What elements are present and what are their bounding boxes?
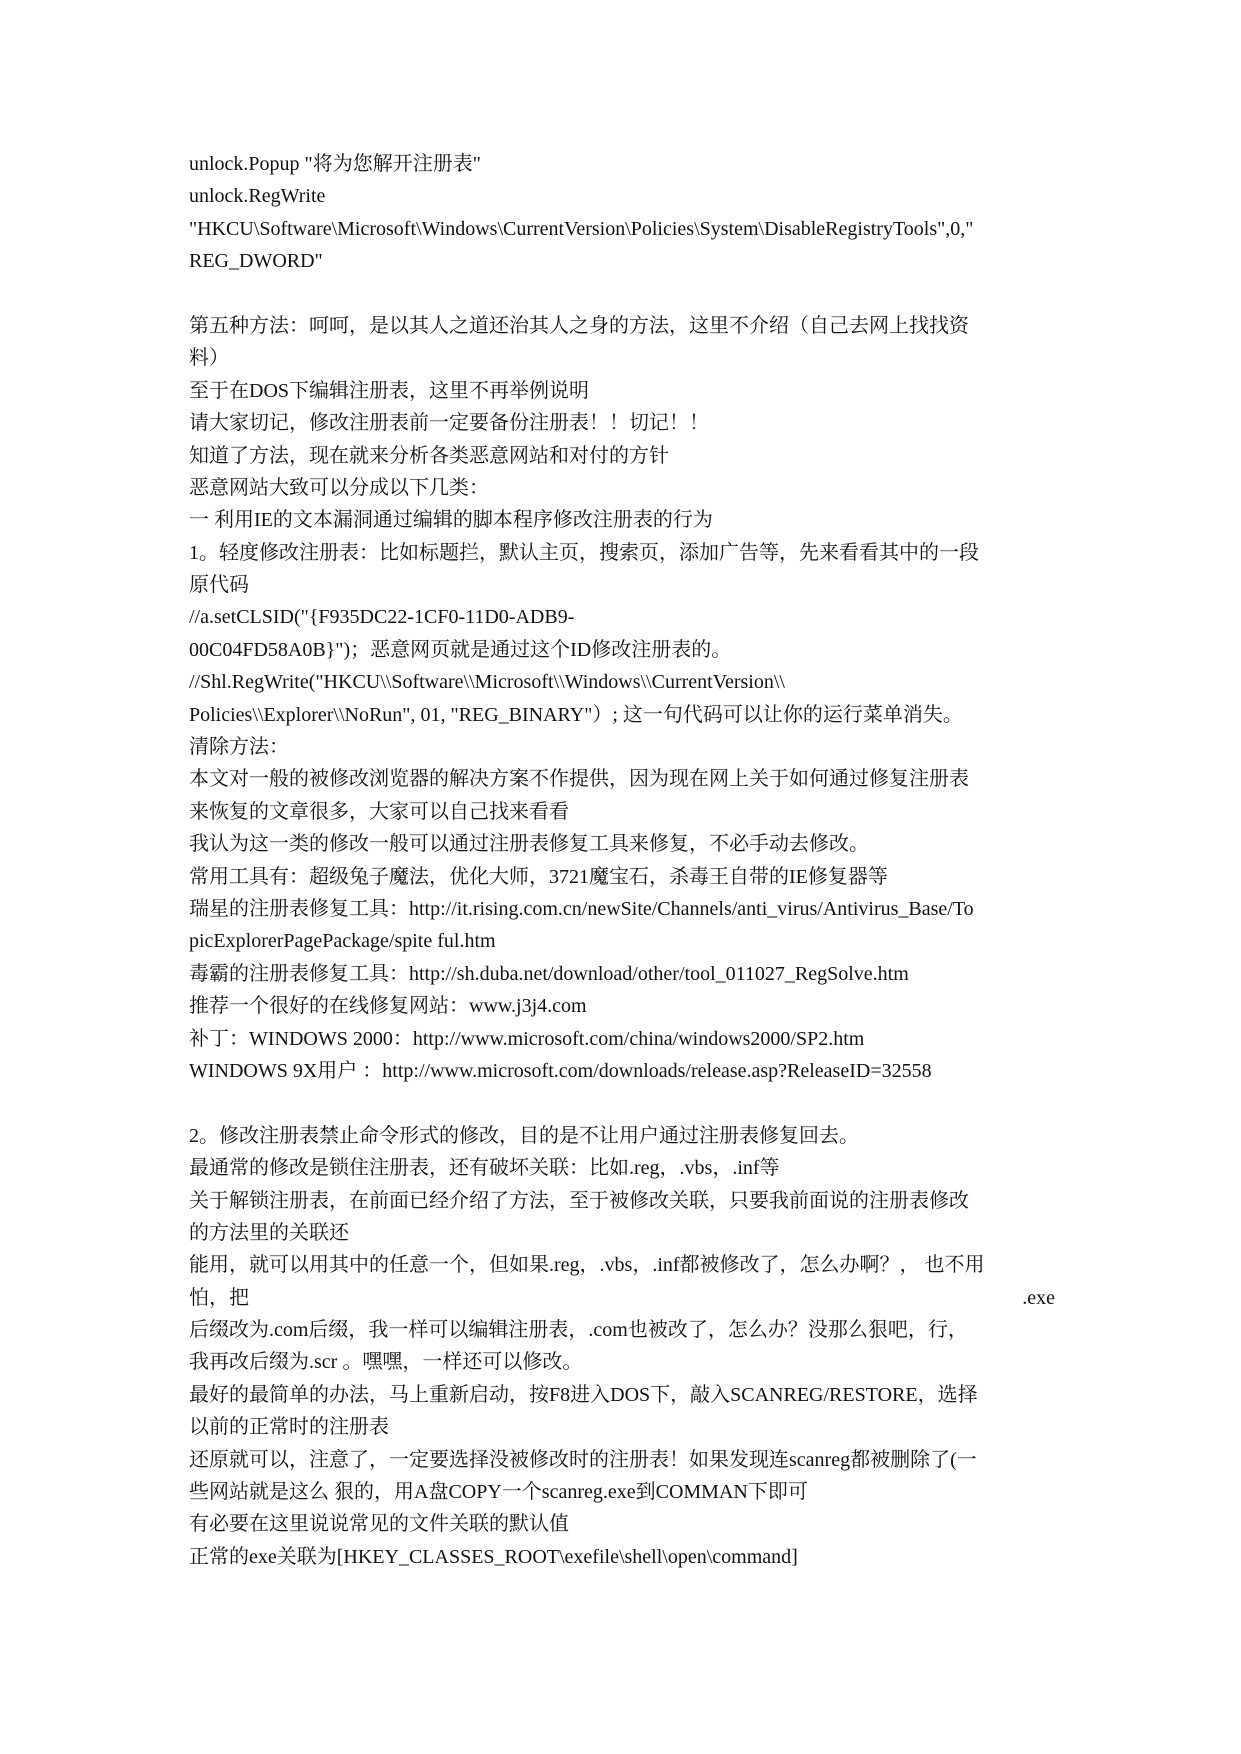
text-line: 知道了方法，现在就来分析各类恶意网站和对付的方针 xyxy=(189,444,669,467)
text-line: 补丁：WINDOWS 2000：http://www.microsoft.com/china/windows2000/SP2.htm xyxy=(189,1027,865,1050)
text-line: 第五种方法：呵呵，是以其人之道还治其人之身的方法，这里不介绍（自己去网上找找资 xyxy=(189,314,969,337)
text-line: 些网站就是这么 狠的，用A盘COPY一个scanreg.exe到COMMAN下即可 xyxy=(189,1481,808,1504)
blank-line xyxy=(189,1087,1055,1119)
split-text-line xyxy=(189,1282,1055,1314)
split-line-right: .exe xyxy=(1022,1286,1055,1309)
blank-line xyxy=(189,278,1055,310)
text-line: 最通常的修改是锁住注册表，还有破坏关联：比如.reg，.vbs，.inf等 xyxy=(189,1157,780,1180)
text-line: 瑞星的注册表修复工具：http://it.rising.com.cn/newSite/Channels/anti_virus/Antivirus_Base/To xyxy=(189,897,974,920)
split-line-left: 怕，把 xyxy=(189,1286,249,1309)
text-line: 1。轻度修改注册表：比如标题拦，默认主页，搜索页，添加广告等，先来看看其中的一段 xyxy=(189,541,979,564)
text-line: unlock.Popup "将为您解开注册表" xyxy=(189,153,481,175)
text-line: picExplorerPagePackage/spite ful.htm xyxy=(189,930,496,953)
text-line: 能用，就可以用其中的任意一个，但如果.reg，.vbs，.inf都被修改了，怎么办啊？， 也不用 xyxy=(189,1254,985,1277)
document-page xyxy=(189,148,1055,1573)
text-line: 本文对一般的被修改浏览器的解决方案不作提供，因为现在网上关于如何通过修复注册表 xyxy=(189,768,969,791)
text-line: 的方法里的关联还 xyxy=(189,1221,349,1244)
text-line: 有必要在这里说说常见的文件关联的默认值 xyxy=(189,1513,569,1536)
text-line: 正常的exe关联为[HKEY_CLASSES_ROOT\exefile\shell\open\command] xyxy=(189,1545,798,1568)
text-line: "HKCU\Software\Microsoft\Windows\CurrentVersion\Policies\System\DisableRegistryTools",0," xyxy=(189,217,974,240)
text-line: 推荐一个很好的在线修复网站：www.j3j4.com xyxy=(189,995,587,1018)
text-line: 一 利用IE的文本漏洞通过编辑的脚本程序修改注册表的行为 xyxy=(189,509,713,532)
text-line: 最好的最简单的办法，马上重新启动，按F8进入DOS下，敲入SCANREG/RESTORE，选择 xyxy=(189,1383,978,1406)
text-line: 来恢复的文章很多，大家可以自己找来看看 xyxy=(189,800,569,823)
text-line: 00C04FD58A0B}")；恶意网页就是通过这个ID修改注册表的。 xyxy=(189,638,732,661)
text-line: 请大家切记，修改注册表前一定要备份注册表！！切记！！ xyxy=(189,412,709,435)
text-line: 恶意网站大致可以分成以下几类： xyxy=(189,476,489,499)
text-line: 我认为这一类的修改一般可以通过注册表修复工具来修复，不必手动去修改。 xyxy=(189,833,869,856)
text-line: 毒霸的注册表修复工具：http://sh.duba.net/download/other/tool_011027_RegSolve.htm xyxy=(189,962,909,985)
text-line: //Shl.RegWrite("HKCU\\Software\\Microsoft\\Windows\\CurrentVersion\\ xyxy=(189,671,785,694)
text-line: 还原就可以，注意了，一定要选择没被修改时的注册表！如果发现连scanreg都被删除了(一 xyxy=(189,1448,977,1471)
text-line: unlock.RegWrite xyxy=(189,185,326,208)
text-line: 清除方法： xyxy=(189,736,289,759)
text-line: 料） xyxy=(189,347,229,370)
text-line: 原代码 xyxy=(189,574,249,597)
text-line: 关于解锁注册表，在前面已经介绍了方法，至于被修改关联，只要我前面说的注册表修改 xyxy=(189,1189,969,1212)
text-line: //a.setCLSID("{F935DC22-1CF0-11D0-ADB9- xyxy=(189,606,575,629)
text-line: 我再改后缀为.scr 。嘿嘿，一样还可以修改。 xyxy=(189,1351,583,1374)
text-line: Policies\\Explorer\\NoRun", 01, "REG_BINARY"）; 这一句代码可以让你的运行菜单消失。 xyxy=(189,703,963,726)
text-line: 至于在DOS下编辑注册表，这里不再举例说明 xyxy=(189,379,590,402)
text-line: REG_DWORD" xyxy=(189,250,323,273)
text-line: 2。修改注册表禁止命令形式的修改，目的是不让用户通过注册表修复回去。 xyxy=(189,1124,859,1147)
text-line: WINDOWS 9X用户 ：http://www.microsoft.com/downloads/release.asp?ReleaseID=32558 xyxy=(189,1059,932,1082)
text-line: 以前的正常时的注册表 xyxy=(189,1416,389,1439)
text-line: 常用工具有：超级兔子魔法，优化大师，3721魔宝石，杀毒王自带的IE修复器等 xyxy=(189,865,888,888)
text-line: 后缀改为.com后缀，我一样可以编辑注册表，.com也被改了，怎么办？没那么狠吧，行， xyxy=(189,1319,968,1342)
